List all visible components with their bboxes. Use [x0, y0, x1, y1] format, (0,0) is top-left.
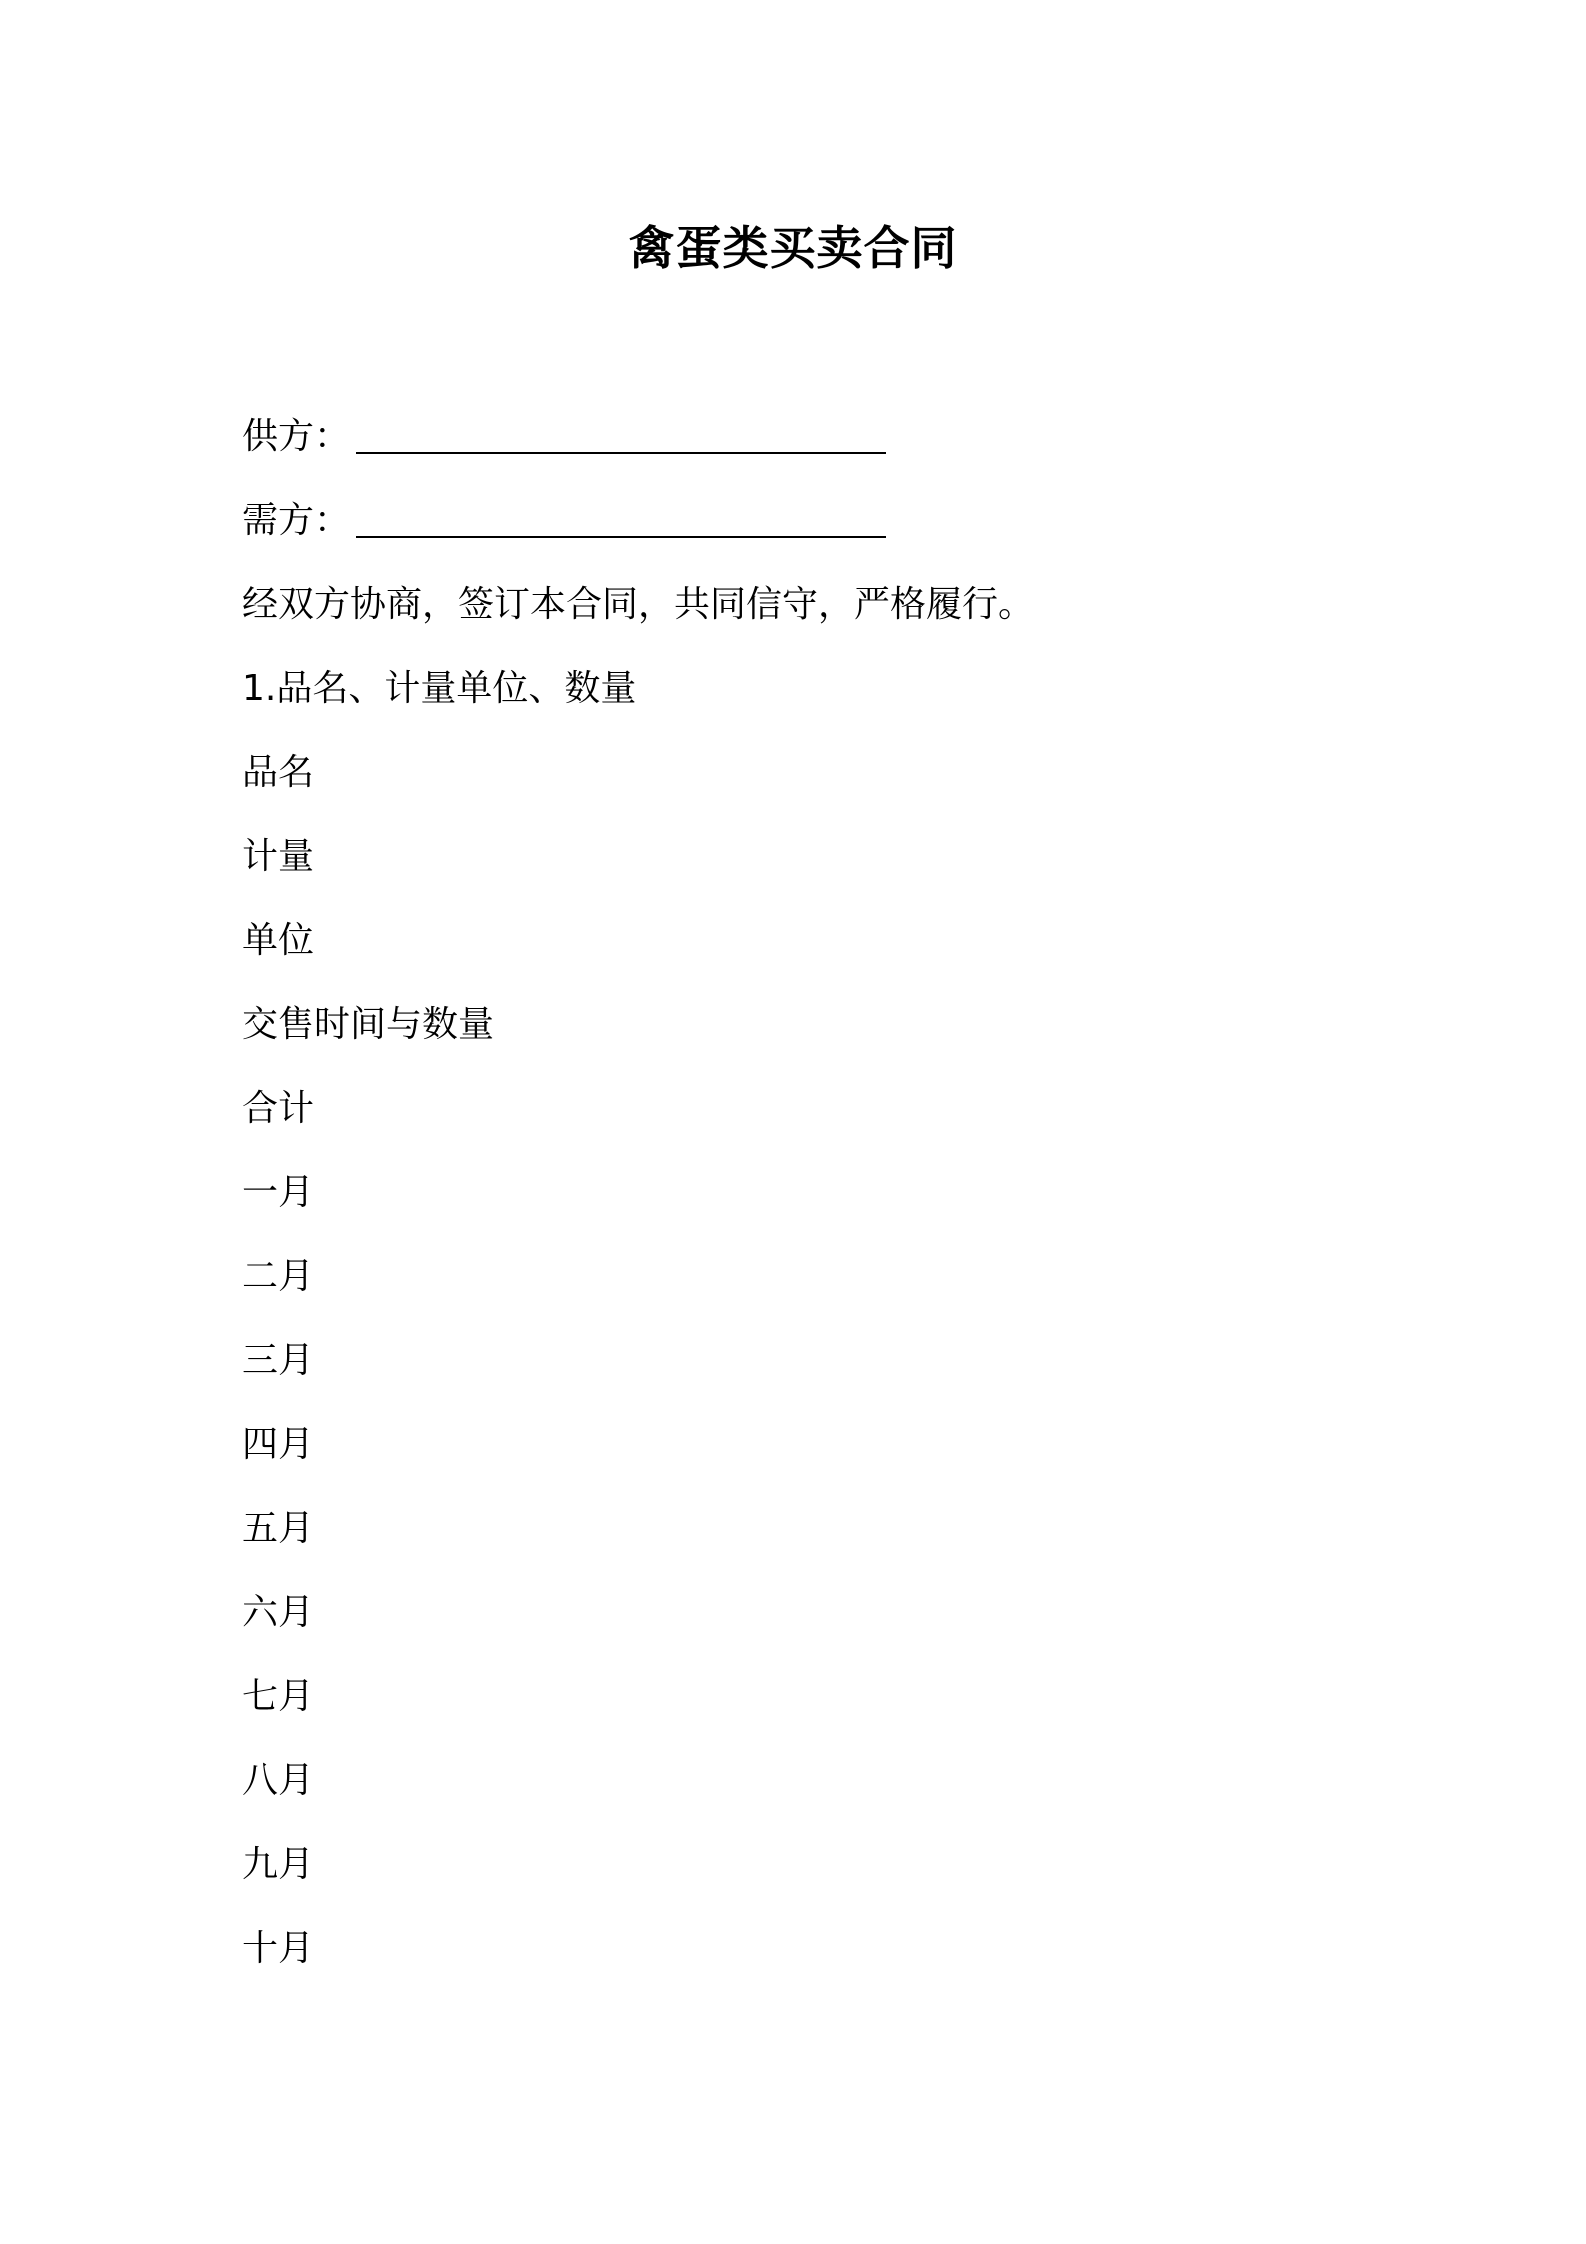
intro-paragraph: 经双方协商，签订本合同，共同信守，严格履行。 — [242, 584, 1035, 625]
supplier-line — [242, 412, 886, 462]
label-month-5: 五月 — [242, 1508, 315, 1549]
section-1-heading: 1.品名、计量单位、数量 — [242, 668, 637, 709]
label-month-4: 四月 — [242, 1424, 315, 1465]
buyer-line — [242, 496, 886, 546]
label-month-3: 三月 — [242, 1340, 315, 1381]
document-title: 禽蛋类买卖合同 — [628, 221, 958, 275]
label-month-2: 二月 — [242, 1256, 315, 1297]
buyer-label: 需方： — [242, 500, 351, 541]
supplier-blank-field — [356, 416, 886, 454]
label-month-7: 七月 — [242, 1676, 315, 1717]
supplier-label: 供方： — [242, 416, 351, 457]
label-measure: 计量 — [242, 836, 315, 877]
buyer-blank-field — [356, 500, 886, 538]
label-month-8: 八月 — [242, 1760, 315, 1801]
label-delivery-time-quantity: 交售时间与数量 — [242, 1004, 495, 1045]
label-month-6: 六月 — [242, 1592, 315, 1633]
label-unit: 单位 — [242, 920, 315, 961]
label-total: 合计 — [242, 1088, 315, 1129]
label-product-name: 品名 — [242, 752, 315, 793]
label-month-10: 十月 — [242, 1928, 315, 1969]
label-month-1: 一月 — [242, 1172, 315, 1213]
label-month-9: 九月 — [242, 1844, 315, 1885]
